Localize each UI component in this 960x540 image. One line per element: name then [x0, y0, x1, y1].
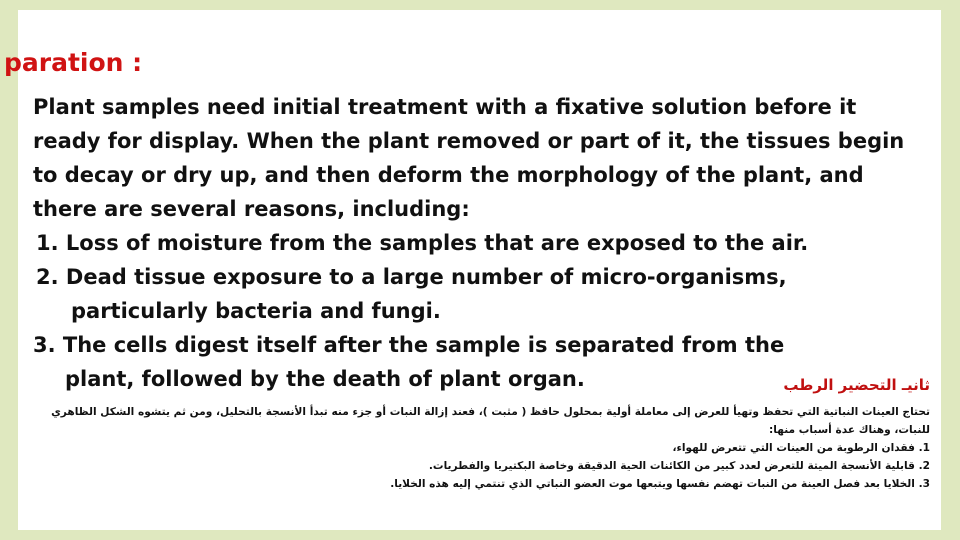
paragraph-line: there are several reasons, including:	[33, 197, 470, 221]
slide-title: paration :	[4, 48, 143, 77]
list-item: 3. The cells digest itself after the sample is separated from the	[33, 333, 785, 357]
list-item-continuation: particularly bacteria and fungi.	[71, 299, 441, 323]
paragraph-line: to decay or dry up, and then deform the morphology of the plant, and	[33, 163, 864, 187]
arabic-list-item: 2. قابلية الأنسجة الميتة للتعرض لعدد كبير من الكائنات الحية الدقيقة وخاصة البكتيريا والفطريات.	[428, 460, 930, 472]
arabic-list-item: 3. الخلايا بعد فصل العينة من النبات تهضم نفسها ويتبعها موت العضو النباتي الذي تنتمي إليه هذه الخلايا.	[390, 478, 930, 490]
arabic-paragraph-line: للنبات، وهناك عدة أسباب منها:	[769, 424, 930, 436]
english-body	[33, 90, 933, 396]
slide	[4, 10, 941, 530]
list-item: 2. Dead tissue exposure to a large number of micro-organisms,	[36, 265, 787, 289]
paragraph-line: Plant samples need initial treatment with a fixative solution before it	[33, 95, 857, 119]
list-item-continuation: plant, followed by the death of plant organ.	[65, 367, 585, 391]
paragraph-line: ready for display. When the plant removed or part of it, the tissues begin	[33, 129, 905, 153]
arabic-paragraph-line: تحتاج العينات النباتية التي تحفظ وتهيأ للعرض إلى معاملة أولية بمحلول حافظ ( مثبت )، فعند إزالة النبات أو جزء منه تبدأ الأنسجة بالتحليل، ومن ثم يتشوه الشكل الظاهري	[51, 406, 930, 418]
arabic-list-item: 1. فقدان الرطوبة من العينات التي تتعرض للهواء،	[672, 442, 930, 454]
arabic-body	[30, 403, 930, 493]
arabic-heading: ثانيـ التحضير الرطب	[783, 376, 930, 394]
list-item: 1. Loss of moisture from the samples that are exposed to the air.	[36, 231, 809, 255]
